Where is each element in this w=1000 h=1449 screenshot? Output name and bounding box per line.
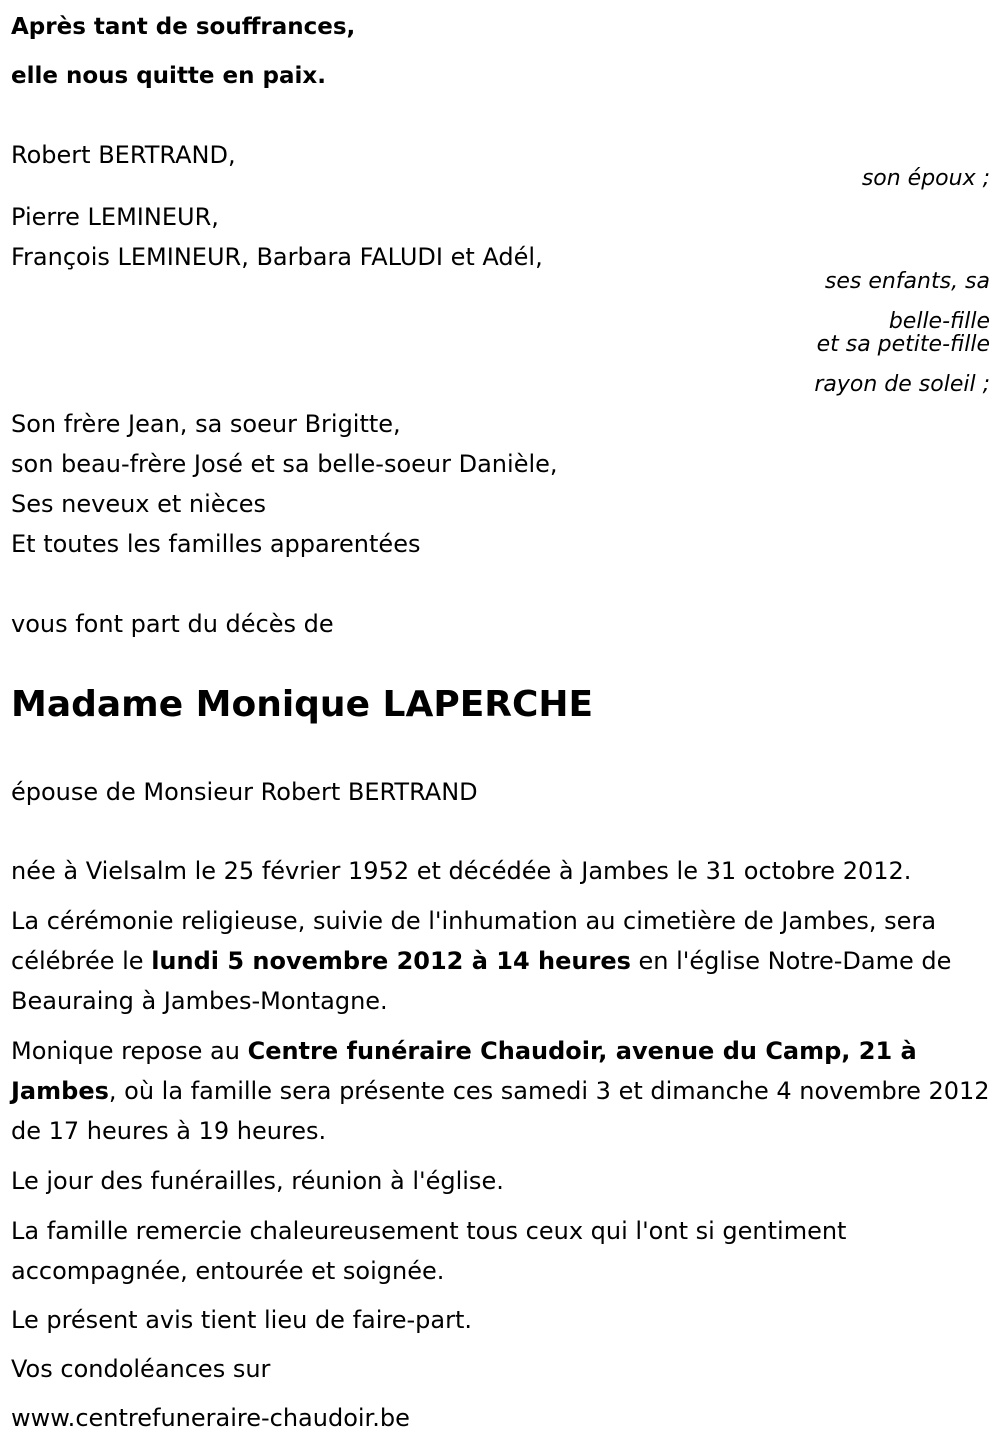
- ceremony-text-after: en l'église Notre-Dame de Beauraing à Jambes-Montagne.: [11, 947, 952, 1015]
- rest-location: Centre funéraire Chaudoir, avenue du Camp, 21 à Jambes: [11, 1037, 917, 1105]
- children-role-line-2: belle-fille: [888, 309, 990, 334]
- child-line-1: Pierre LEMINEUR,: [11, 203, 219, 231]
- relatives-line-1: Son frère Jean, sa soeur Brigitte,: [11, 410, 401, 438]
- children-role-line-3: et sa petite-fille: [816, 332, 990, 357]
- rest-paragraph: [11, 1031, 991, 1151]
- notice: Le présent avis tient lieu de faire-part.: [11, 1306, 473, 1334]
- birth-death: née à Vielsalm le 25 février 1952 et décédée à Jambes le 31 octobre 2012.: [11, 857, 912, 885]
- relatives-line-3: Ses neveux et nièces: [11, 490, 267, 518]
- announcement: vous font part du décès de: [11, 610, 334, 638]
- thanks-paragraph: La famille remercie chaleureusement tous ceux qui l'ont si gentiment accompagnée, entourée et soignée.: [11, 1217, 847, 1285]
- relatives-line-4: Et toutes les familles apparentées: [11, 530, 421, 558]
- ceremony-paragraph: [11, 901, 991, 1021]
- ceremony-date: lundi 5 novembre 2012 à 14 heures: [151, 947, 631, 975]
- funeral-day: Le jour des funérailles, réunion à l'église.: [11, 1167, 504, 1195]
- deceased-name: Madame Monique LAPERCHE: [11, 684, 594, 725]
- condolences-label: Vos condoléances sur: [11, 1355, 271, 1383]
- rest-text-before: Monique repose au: [11, 1037, 248, 1065]
- child-line-2: François LEMINEUR, Barbara FALUDI et Adél,: [11, 243, 543, 271]
- children-role-line-1: ses enfants, sa: [824, 269, 990, 294]
- relatives-line-2: son beau-frère José et sa belle-soeur Danièle,: [11, 450, 558, 478]
- spouse-name: Robert BERTRAND,: [11, 141, 236, 169]
- children-role-line-4: rayon de soleil ;: [814, 372, 990, 397]
- epigraph-line-2: elle nous quitte en paix.: [11, 63, 326, 89]
- epigraph-line-1: Après tant de souffrances,: [11, 14, 356, 40]
- rest-text-after: , où la famille sera présente ces samedi 3 et dimanche 4 novembre 2012 de 17 heures à 19 heures.: [11, 1077, 990, 1145]
- spouse-role: son époux ;: [861, 166, 990, 191]
- deceased-relation: épouse de Monsieur Robert BERTRAND: [11, 778, 478, 806]
- condolences-link[interactable]: www.centrefuneraire-chaudoir.be: [11, 1404, 410, 1432]
- ceremony-text-before: La cérémonie religieuse, suivie de l'inhumation au cimetière de Jambes, sera célébrée le: [11, 907, 937, 975]
